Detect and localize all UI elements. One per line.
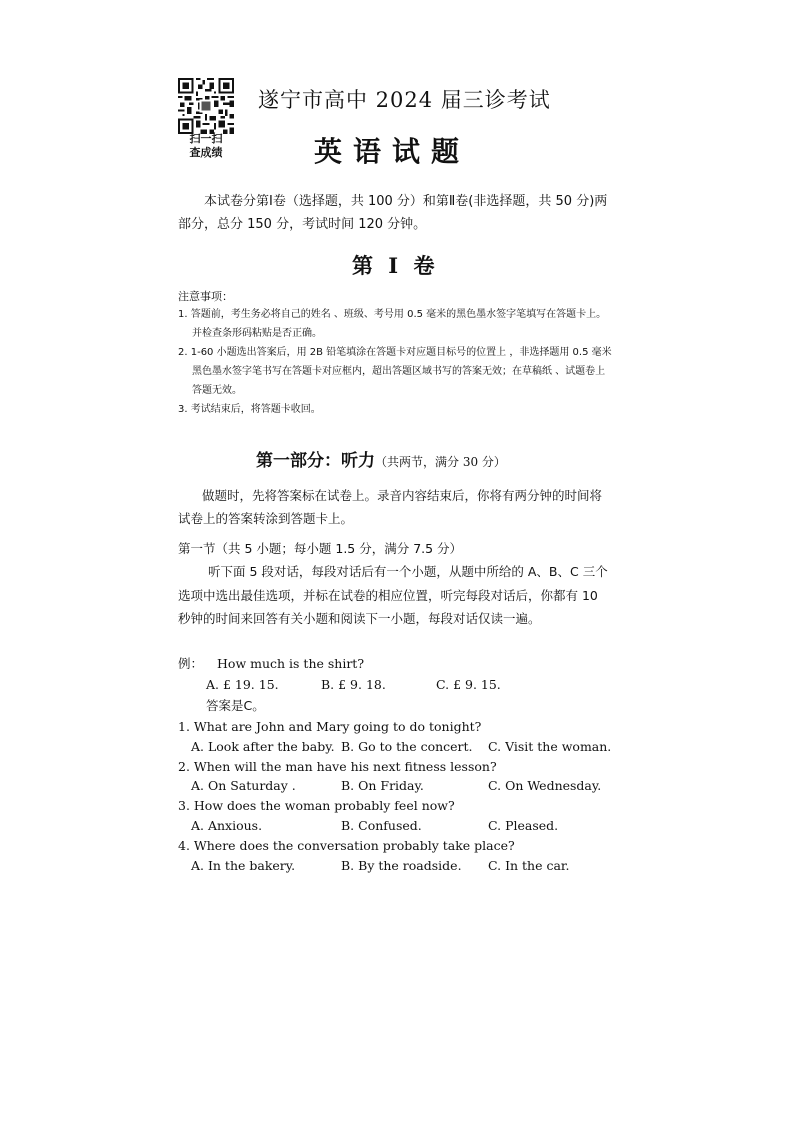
part-title-main: 第一部分：听力 (256, 451, 375, 471)
example-block (178, 653, 614, 716)
question-option: C. In the car. (488, 857, 570, 873)
section-instruction: 听下面 5 段对话，每段对话后有一个小题，从题中所给的 A、B、C 三个选项中选出最佳选项，并标在试卷的相应位置，听完每段对话后，你都有 10 秒钟的时间来回答有关小题和阅读下一小题，每段对话仅读一遍。 (178, 564, 608, 626)
question-item (178, 757, 614, 797)
question-option: A. On Saturday . (191, 778, 296, 794)
qr-caption (172, 132, 240, 160)
volume-title: 第 Ⅰ 卷 (352, 253, 439, 278)
question-option: C. On Wednesday. (488, 778, 602, 794)
note-item: 1. 答题前，考生务必将自己的姓名 、班级、考号用 0.5 毫米的黑色墨水签字笔填写在答题卡上。并检查条形码粘贴是否正确。 (178, 309, 607, 339)
question-text: 2. When will the man have his next fitness lesson? (178, 758, 497, 774)
intro-paragraph: 本试卷分第Ⅰ卷（选择题，共 100 分）和第Ⅱ卷(非选择题，共 50 分)两部分，总分 150 分，考试时间 120 分钟。 (178, 194, 608, 232)
part-title (256, 446, 506, 471)
question-option: B. On Friday. (341, 778, 424, 794)
school-exam-title: 遂宁市高中 2024 届三诊考试 (258, 88, 551, 112)
example-question-text: How much is the shirt? (217, 656, 365, 671)
part-title-sub: （共两节，满分 30 分） (375, 455, 506, 469)
question-option: A. Anxious. (191, 817, 263, 833)
note-item: 3. 考试结束后，将答题卡收回。 (178, 404, 321, 415)
example-answer: 答案是C。 (206, 698, 265, 713)
question-option: B. Go to the concert. (341, 738, 473, 754)
question-option: B. By the roadside. (341, 857, 462, 873)
note-item: 2. 1-60 小题选出答案后，用 2B 铅笔填涂在答题卡对应题目标号的位置上 ，非选择题用 0.5 毫米黑色墨水签字笔书写在答题卡对应框内，超出答题区域书写的答案无效；在草稿纸 、试题卷上答题无效。 (178, 347, 612, 396)
example-label: 例： (178, 656, 204, 671)
question-text: 1. What are John and Mary going to do tonight? (178, 719, 482, 734)
notes-heading: 注意事项： (178, 290, 233, 303)
example-option: B. £ 9. 18. (321, 677, 386, 692)
question-option: A. Look after the baby. (191, 738, 335, 754)
example-options (178, 674, 614, 695)
question-option: C. Pleased. (488, 817, 559, 833)
notes-list (178, 305, 614, 419)
question-option: A. In the bakery. (191, 857, 296, 873)
question-text: 3. How does the woman probably feel now? (178, 798, 455, 814)
subject-title: 英语试题 (314, 135, 471, 168)
part-instruction: 做题时，先将答案标在试卷上。录音内容结束后，你将有两分钟的时间将试卷上的答案转涂到答题卡上。 (178, 488, 603, 526)
question-options (178, 856, 614, 876)
question-item (178, 836, 614, 876)
qr-caption-line-2: 查成绩 (189, 146, 223, 159)
section-title: 第一节（共 5 小题；每小题 1.5 分，满分 7.5 分） (178, 541, 463, 556)
qr-caption-line-1: 扫一扫 (189, 132, 223, 145)
question-options (178, 737, 614, 757)
question-options (178, 776, 614, 796)
question-option: C. Visit the woman. (488, 738, 612, 754)
example-question (178, 653, 614, 674)
question-item (178, 796, 614, 836)
question-item (178, 717, 614, 757)
question-text: 4. Where does the conversation probably take place? (178, 837, 515, 853)
example-option: A. £ 19. 15. (206, 677, 279, 692)
question-options (178, 816, 614, 836)
example-option: C. £ 9. 15. (436, 677, 501, 692)
qr-code-icon (178, 78, 234, 134)
question-list (178, 717, 614, 875)
question-option: B. Confused. (341, 817, 422, 833)
